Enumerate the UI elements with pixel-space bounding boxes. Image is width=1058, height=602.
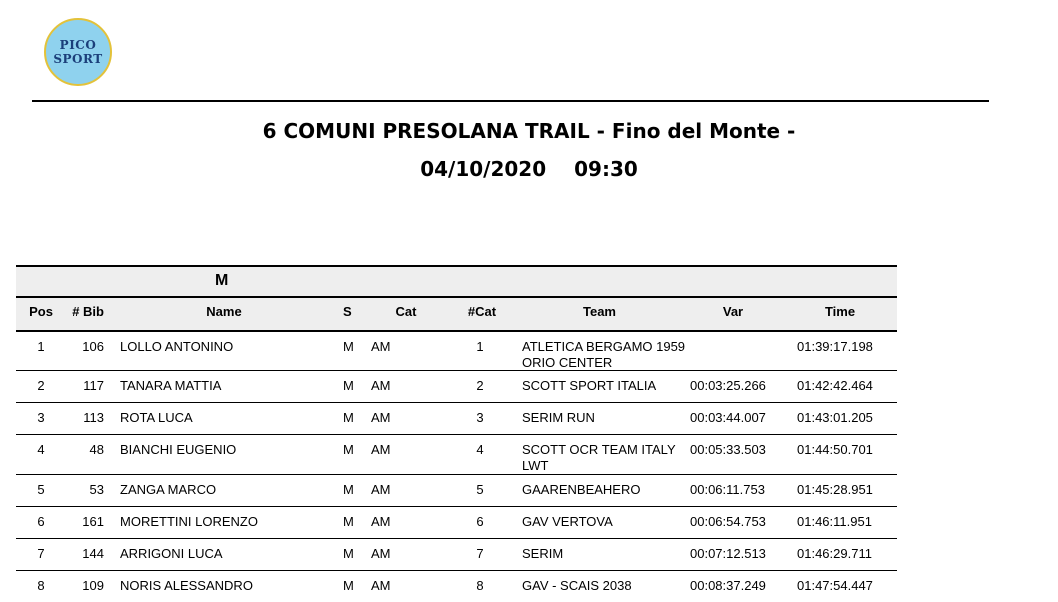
- cell-bib: 161: [82, 514, 104, 529]
- col-team-header: Team: [583, 304, 616, 319]
- cell-time: 01:46:29.711: [797, 546, 872, 561]
- cell-team: SCOTT OCR TEAM ITALY LWT: [522, 442, 676, 473]
- cell-bib: 144: [82, 546, 104, 561]
- cell-sex: M: [343, 378, 354, 393]
- results-table: [16, 265, 897, 602]
- pico-sport-logo: [44, 18, 112, 86]
- group-header: [16, 265, 897, 296]
- cell-bib: 48: [89, 442, 104, 457]
- cell-cat: AM: [371, 578, 391, 593]
- cell-var: 00:03:25.266: [690, 378, 766, 393]
- header-divider: [32, 100, 989, 102]
- cell-sex: M: [343, 410, 354, 425]
- cell-name: MORETTINI LORENZO: [120, 514, 258, 529]
- column-headers: [16, 296, 897, 332]
- col-sex-header: S: [343, 304, 352, 319]
- event-title: 6 COMUNI PRESOLANA TRAIL - Fino del Monte -: [262, 119, 796, 143]
- cell-team: GAARENBEAHERO: [522, 482, 641, 497]
- cell-team: SCOTT SPORT ITALIA: [522, 378, 657, 393]
- col-time-header: Time: [824, 304, 856, 319]
- table-row: [16, 571, 897, 602]
- table-row: [16, 435, 897, 475]
- cell-time: 01:45:28.951: [797, 482, 873, 497]
- cell-var: 00:03:44.007: [690, 410, 766, 425]
- cell-sex: M: [343, 514, 354, 529]
- cell-sex: M: [343, 482, 354, 497]
- cell-pos: 1: [37, 339, 45, 354]
- cell-time: 01:44:50.701: [797, 442, 873, 457]
- cell-bib: 53: [89, 482, 104, 497]
- cell-cat: AM: [371, 482, 391, 497]
- cell-ncat: 3: [476, 410, 484, 425]
- cell-cat: AM: [371, 546, 391, 561]
- cell-name: ROTA LUCA: [120, 410, 193, 425]
- cell-var: 00:06:54.753: [690, 514, 766, 529]
- table-row: [16, 403, 897, 435]
- cell-name: ARRIGONI LUCA: [120, 546, 223, 561]
- col-bib-header: # Bib: [72, 304, 104, 319]
- col-ncat-header: #Cat: [467, 304, 497, 319]
- cell-name: NORIS ALESSANDRO: [120, 578, 253, 593]
- cell-cat: AM: [371, 339, 391, 354]
- cell-sex: M: [343, 546, 354, 561]
- col-pos-header: Pos: [29, 304, 53, 319]
- cell-sex: M: [343, 339, 354, 354]
- col-cat-header: Cat: [395, 304, 417, 319]
- cell-var: 00:05:33.503: [690, 442, 766, 457]
- event-date: 04/10/2020: [420, 157, 547, 181]
- event-datetime: [0, 157, 1058, 181]
- cell-team: SERIM: [522, 546, 564, 561]
- cell-pos: 8: [37, 578, 45, 593]
- col-name-header: Name: [206, 304, 242, 319]
- cell-time: 01:43:01.205: [797, 410, 873, 425]
- cell-ncat: 6: [476, 514, 484, 529]
- cell-team: GAV VERTOVA: [522, 514, 613, 529]
- cell-ncat: 4: [476, 442, 484, 457]
- logo-text-line1: PICO: [59, 38, 97, 52]
- table-row: [16, 332, 897, 371]
- cell-time: 01:46:11.951: [797, 514, 872, 529]
- logo-text-line2: SPORT: [53, 52, 103, 66]
- cell-cat: AM: [371, 410, 391, 425]
- cell-var: 00:08:37.249: [690, 578, 766, 593]
- cell-pos: 7: [37, 546, 45, 561]
- cell-pos: 6: [37, 514, 45, 529]
- cell-bib: 106: [82, 339, 104, 354]
- cell-time: 01:42:42.464: [797, 378, 873, 393]
- cell-bib: 113: [83, 410, 104, 425]
- cell-team: SERIM RUN: [522, 410, 595, 425]
- cell-time: 01:39:17.198: [797, 339, 873, 354]
- cell-ncat: 1: [476, 339, 484, 354]
- table-row: [16, 475, 897, 507]
- cell-name: TANARA MATTIA: [120, 378, 222, 393]
- cell-pos: 5: [37, 482, 45, 497]
- col-var-header: Var: [722, 304, 744, 319]
- cell-sex: M: [343, 578, 354, 593]
- cell-var: 00:06:11.753: [690, 482, 765, 497]
- cell-pos: 4: [37, 442, 45, 457]
- cell-ncat: 2: [476, 378, 484, 393]
- cell-ncat: 5: [476, 482, 484, 497]
- cell-cat: AM: [371, 442, 391, 457]
- cell-team: GAV - SCAIS 2038: [522, 578, 632, 593]
- table-row: [16, 539, 897, 571]
- cell-var: 00:07:12.513: [690, 546, 766, 561]
- cell-name: LOLLO ANTONINO: [120, 339, 234, 354]
- table-row: [16, 371, 897, 403]
- event-time: 09:30: [574, 157, 638, 181]
- table-row: [16, 507, 897, 539]
- cell-ncat: 7: [476, 546, 484, 561]
- cell-cat: AM: [371, 378, 391, 393]
- cell-bib: 117: [83, 378, 104, 393]
- cell-pos: 3: [37, 410, 45, 425]
- cell-sex: M: [343, 442, 354, 457]
- group-label: M: [215, 272, 229, 289]
- cell-bib: 109: [82, 578, 104, 593]
- cell-pos: 2: [37, 378, 45, 393]
- cell-time: 01:47:54.447: [797, 578, 873, 593]
- cell-name: ZANGA MARCO: [120, 482, 217, 497]
- cell-cat: AM: [371, 514, 391, 529]
- cell-ncat: 8: [476, 578, 484, 593]
- cell-team: ATLETICA BERGAMO 1959 ORIO CENTER: [522, 339, 686, 370]
- cell-name: BIANCHI EUGENIO: [120, 442, 237, 457]
